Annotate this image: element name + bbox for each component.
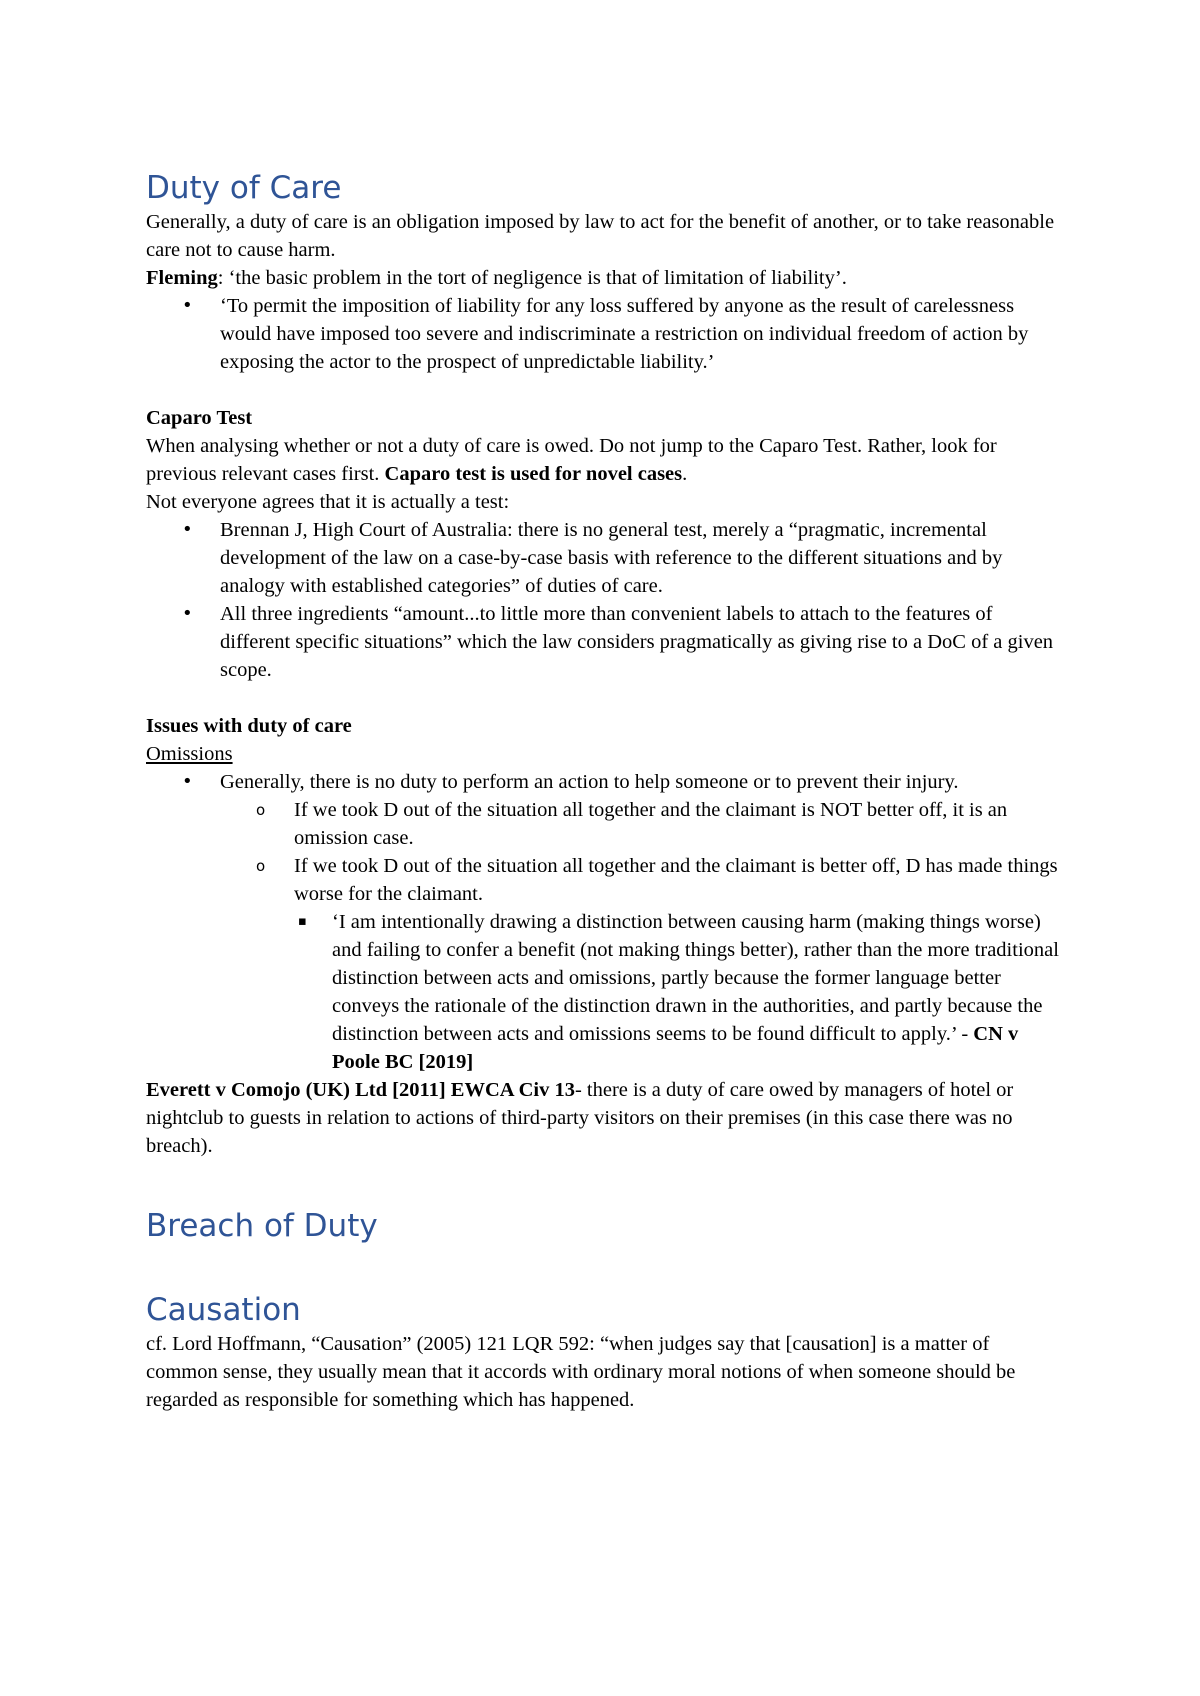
document-page (146, 150, 1066, 1414)
caparo-paragraph (146, 432, 1066, 488)
list-item (146, 768, 1066, 1076)
not-everyone-text: Not everyone agrees that it is actually a test: (146, 491, 510, 513)
heading-duty-of-care: Duty of Care (146, 170, 342, 206)
caparo-heading: Caparo Test (146, 407, 253, 429)
omissions-list (146, 768, 1066, 1076)
bullet-icon: • (182, 295, 193, 316)
omissions-label (146, 740, 1066, 768)
caparo-bold: Caparo test is used for novel cases (384, 463, 683, 485)
quote-list (294, 908, 1066, 1076)
list-item-text: ‘To permit the imposition of liability for any loss suffered by anyone as the result of carelessness would have imposed too severe and indiscriminate a restriction on individual freedom of action by exposing the actor to the prospect of unpredictable liability.’ (220, 295, 1029, 373)
circle-bullet-icon: o (256, 857, 266, 875)
everett-text: - there is a duty of care owed by managers of hotel or nightclub to guests in relation to actions of third-party visitors on their premises (in this case there was no breach). (146, 1079, 1014, 1157)
duty-intro: Generally, a duty of care is an obligation imposed by law to act for the benefit of another, or to take reasonable care not to cause harm. (146, 211, 1055, 261)
list-item-text: All three ingredients “amount...to little more than convenient labels to attach to the features of different specific situations” which the law considers pragmatically as giving rise to a DoC of a given scope. (220, 603, 1054, 681)
fleming-list (146, 292, 1066, 376)
caparo-list (146, 516, 1066, 684)
bullet-icon: • (182, 603, 193, 624)
bullet-icon: • (182, 771, 193, 792)
list-item (220, 796, 1066, 852)
omissions-label-text: Omissions (146, 743, 233, 765)
everett-paragraph (146, 1076, 1066, 1160)
list-item (146, 600, 1066, 684)
fleming-paragraph (146, 264, 1066, 292)
caparo-text: When analysing whether or not a duty of care is owed. Do not jump to the Caparo Test. Rather, look for previous relevant cases first. (146, 435, 997, 485)
caparo-end: . (682, 463, 688, 485)
issues-heading: Issues with duty of care (146, 715, 352, 737)
fleming-quote: : ‘the basic problem in the tort of negligence is that of limitation of liability’. (217, 267, 847, 289)
fleming-name: Fleming (146, 267, 218, 289)
everett-case: Everett v Comojo (UK) Ltd [2011] EWCA Civ 13 (146, 1079, 575, 1101)
list-item-text: Brennan J, High Court of Australia: there is no general test, merely a “pragmatic, incremental development of the law on a case-by-case basis with reference to the different situations and by analogy with established categories” of duties of care. (220, 519, 1003, 597)
circle-bullet-icon: o (256, 801, 266, 819)
list-item (146, 292, 1066, 376)
quote-text: ‘I am intentionally drawing a distinction between causing harm (making things worse) and failing to confer a benefit (not making things better), rather than the more traditional distinction between acts and omissions, partly because the former language better conveys the rationale of the distinction drawn in the authorities, and partly because the distinction between acts and omissions seems to be found difficult to apply.’ - (332, 911, 1059, 1045)
list-item (146, 516, 1066, 600)
quote-citation: CN v Poole BC [2019] (332, 1023, 1019, 1073)
bullet-icon: • (182, 519, 193, 540)
list-item-text: If we took D out of the situation all together and the claimant is better off, D has made things worse for the claimant. (294, 855, 1058, 905)
heading-breach-of-duty: Breach of Duty (146, 1208, 378, 1244)
heading-causation: Causation (146, 1292, 301, 1328)
list-item-text: If we took D out of the situation all together and the claimant is NOT better off, it is an omission case. (294, 799, 1008, 849)
list-item-text: Generally, there is no duty to perform an action to help someone or to prevent their injury. (220, 771, 959, 793)
causation-text: cf. Lord Hoffmann, “Causation” (2005) 121 LQR 592: “when judges say that [causation] is a matter of common sense, they usually mean that it accords with ordinary moral notions of when someone should be regarded as responsible for something which has happened. (146, 1333, 1016, 1411)
omissions-sub-list (220, 796, 1066, 1076)
list-item (294, 908, 1066, 1076)
square-bullet-icon: ▪ (298, 914, 307, 929)
list-item (220, 852, 1066, 1076)
